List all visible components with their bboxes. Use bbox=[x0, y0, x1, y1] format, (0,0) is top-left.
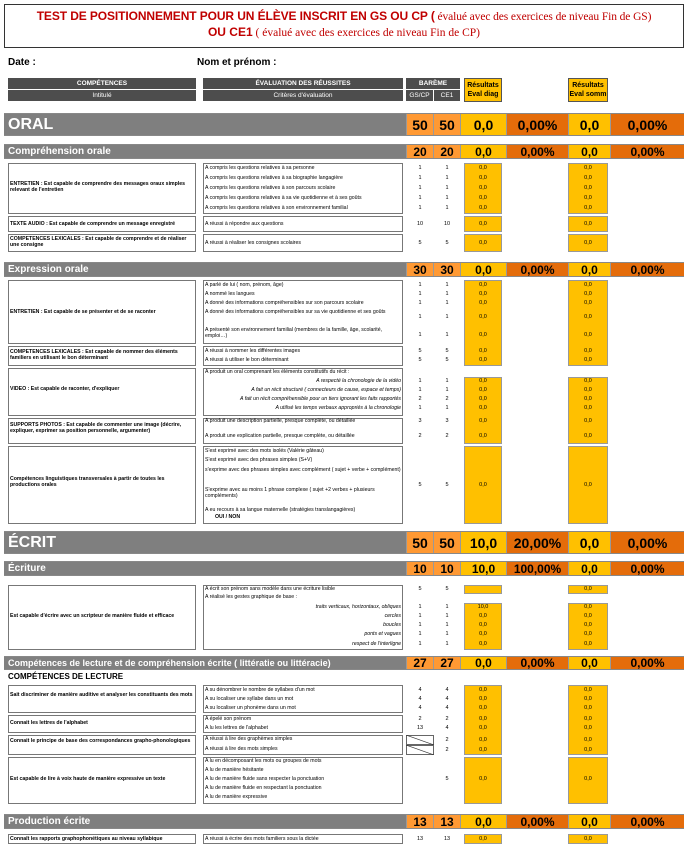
ecrit-pct: 20,00% bbox=[506, 532, 568, 553]
ecriture-ce1: 10 bbox=[433, 562, 460, 575]
ce1-value: 5 bbox=[445, 586, 449, 592]
gs-value: 13 bbox=[416, 836, 424, 842]
criterion: A donné des informations compréhensibles sur sa vie quotidienne et ses goûts bbox=[205, 309, 386, 315]
ce1-value: 2 bbox=[445, 433, 449, 439]
production-ce1: 13 bbox=[433, 815, 460, 828]
ce1-value: 2 bbox=[445, 737, 449, 743]
header-evaluation: ÉVALUATION DES RÉUSSITES bbox=[203, 78, 403, 89]
gs-value: 1 bbox=[418, 332, 422, 338]
ce1-value: 1 bbox=[445, 185, 449, 191]
diag-value: 0,0 bbox=[479, 332, 487, 338]
diag-value: 0,0 bbox=[479, 716, 487, 722]
diag-value: 0,0 bbox=[479, 240, 487, 246]
diag-value: 0,0 bbox=[479, 221, 487, 227]
somm-value: 0,0 bbox=[584, 291, 592, 297]
disc-label: Sait discriminer de manière auditive et analyser les constituants des mots bbox=[10, 692, 193, 698]
criterion: A compris les questions relatives à sa biographie langagière bbox=[205, 175, 343, 181]
criterion: A produit une explication partielle, presque complète, ou détaillée bbox=[205, 433, 355, 439]
somm-value: 0,0 bbox=[584, 314, 592, 320]
criterion: A lu de manière fluide sans respecter la ponctuation bbox=[205, 776, 325, 782]
somm-value: 0,0 bbox=[584, 725, 592, 731]
criterion: A lu de manière fluide en respectant la ponctuation bbox=[205, 785, 322, 791]
expr-lex-label: COMPÉTENCES LEXICALES : Est capable de nommer des éléments familiers en utilisant le bon déterminant bbox=[10, 349, 178, 362]
criterion: s'exprime avec des phrases simples avec complément ( sujet + verbe + complément) bbox=[205, 467, 401, 473]
gs-value: 1 bbox=[418, 165, 422, 171]
ce1-value: 1 bbox=[445, 300, 449, 306]
somm-value: 0,0 bbox=[584, 836, 592, 842]
somm-value: 0,0 bbox=[584, 205, 592, 211]
gs-value: 2 bbox=[418, 716, 422, 722]
ce1-value: 5 bbox=[445, 348, 449, 354]
gs-value: 1 bbox=[418, 604, 422, 610]
ce1-value: 1 bbox=[445, 378, 449, 384]
criterion: A donné des informations compréhensibles sur son parcours scolaire bbox=[205, 300, 364, 306]
gs-value: 5 bbox=[418, 357, 422, 363]
somm-value: 0,0 bbox=[584, 631, 592, 637]
gs-value: 2 bbox=[418, 433, 422, 439]
gs-value: 1 bbox=[418, 613, 422, 619]
photos-label: SUPPORTS PHOTOS : Est capable de commenter une image (décrire, expliquer, exprimer sa position personnelle, argumenter) bbox=[10, 422, 182, 435]
somm-value: 0,0 bbox=[584, 482, 592, 488]
comp-orale-label: Compréhension orale bbox=[8, 146, 111, 157]
criterion: OUI / NON bbox=[215, 514, 241, 520]
somm-value: 0,0 bbox=[584, 737, 592, 743]
ecrit-ce1: 50 bbox=[433, 532, 460, 553]
production-somm: 0,0 bbox=[568, 815, 610, 828]
diag-value: 0,0 bbox=[479, 387, 487, 393]
somm-value: 0,0 bbox=[584, 622, 592, 628]
somm-value: 0,0 bbox=[584, 641, 592, 647]
entretien-label: ENTRETIEN : Est capable de comprendre des messages oraux simples relevant de l'entretien bbox=[10, 181, 185, 194]
criterion: traits verticaux, horizontaux, obliques bbox=[315, 604, 401, 610]
gs-value: 1 bbox=[418, 291, 422, 297]
somm-value: 0,0 bbox=[584, 175, 592, 181]
somm-value: 0,0 bbox=[584, 282, 592, 288]
ecriture-pct: 100,00% bbox=[506, 562, 568, 575]
oral-ce1: 50 bbox=[433, 114, 460, 135]
oral-somm: 0,0 bbox=[568, 114, 610, 135]
gs-value: 4 bbox=[418, 687, 422, 693]
criterion: A réussi à lire des graphèmes simples bbox=[205, 736, 293, 742]
gs-value: 1 bbox=[418, 282, 422, 288]
oral-pct2: 0,00% bbox=[610, 114, 684, 135]
comp-orale-pct: 0,00% bbox=[506, 145, 568, 158]
gs-value: 5 bbox=[418, 482, 422, 488]
criterion: A produit une description partielle, presque complète, ou détaillée bbox=[205, 418, 356, 424]
diag-value: 0,0 bbox=[479, 165, 487, 171]
comp-orale-diag: 0,0 bbox=[460, 145, 506, 158]
lecture-diag: 0,0 bbox=[460, 657, 506, 669]
ce1-value: 5 bbox=[445, 482, 449, 488]
criterion: A réussi à répondre aux questions bbox=[205, 221, 284, 227]
diag-value: 0,0 bbox=[479, 396, 487, 402]
criterion: A compris les questions relatives à sa personne bbox=[205, 165, 315, 171]
gs-value: 1 bbox=[418, 314, 422, 320]
ce1-value: 1 bbox=[445, 631, 449, 637]
ce1-value: 1 bbox=[445, 405, 449, 411]
header-gscp: GS/CP bbox=[406, 90, 433, 101]
diag-value: 0,0 bbox=[479, 613, 487, 619]
somm-value: 0,0 bbox=[584, 418, 592, 424]
comp-orale-gs: 20 bbox=[406, 145, 433, 158]
gs-value: 5 bbox=[418, 240, 422, 246]
diag-value: 10,0 bbox=[477, 604, 489, 610]
lettres-label: Connait les lettres de l'alphabet bbox=[10, 720, 88, 726]
criterion: A utilisé les temps verbaux appropriés à la chronologie bbox=[275, 405, 401, 411]
ecriture-label: Écriture bbox=[8, 563, 46, 574]
graph-label: Connaît les rapports graphophonétiques au niveau syllabique bbox=[10, 836, 163, 842]
ce1-value: 1 bbox=[445, 175, 449, 181]
criterion: A lu les lettres de l'alphabet bbox=[205, 725, 268, 731]
ce1-value: 1 bbox=[445, 165, 449, 171]
diag-value: 0,0 bbox=[479, 405, 487, 411]
comp-orale-pct2: 0,00% bbox=[610, 145, 684, 158]
diag-value: 0,0 bbox=[479, 195, 487, 201]
gs-value: 1 bbox=[418, 378, 422, 384]
diag-value: 0,0 bbox=[479, 418, 487, 424]
ce1-value: 1 bbox=[445, 604, 449, 610]
expr-orale-label: Expression orale bbox=[8, 264, 89, 275]
diag-value: 0,0 bbox=[479, 705, 487, 711]
disc-box bbox=[8, 685, 196, 713]
expr-orale-somm: 0,0 bbox=[568, 263, 610, 276]
expr-orale-gs: 30 bbox=[406, 263, 433, 276]
ecriture-gs: 10 bbox=[406, 562, 433, 575]
ce1-value: 4 bbox=[445, 705, 449, 711]
gs-value: 4 bbox=[418, 696, 422, 702]
oral-gs: 50 bbox=[406, 114, 433, 135]
ce1-value: 1 bbox=[445, 314, 449, 320]
expr-orale-ce1: 30 bbox=[433, 263, 460, 276]
somm-value: 0,0 bbox=[584, 300, 592, 306]
voix-label: Est capable de lire à voix haute de manière expressive un texte bbox=[10, 776, 166, 782]
criterion: A fait un récit structuré ( connecteurs de cause, espace et temps) bbox=[251, 387, 401, 393]
somm-value: 0,0 bbox=[584, 396, 592, 402]
somm-value: 0,0 bbox=[584, 378, 592, 384]
gs-value: 10 bbox=[416, 221, 424, 227]
somm-value: 0,0 bbox=[584, 405, 592, 411]
title-box bbox=[4, 4, 684, 48]
ce1-value: 2 bbox=[445, 747, 449, 753]
diag-value: 0,0 bbox=[479, 725, 487, 731]
ce1-value: 2 bbox=[445, 396, 449, 402]
criterion: A réalisé les gestes graphique de base : bbox=[205, 594, 297, 600]
ce1-value: 1 bbox=[445, 613, 449, 619]
gs-value: 5 bbox=[418, 586, 422, 592]
ecrit-pct2: 0,00% bbox=[610, 532, 684, 553]
diag-value: 0,0 bbox=[479, 776, 487, 782]
somm-value: 0,0 bbox=[584, 195, 592, 201]
criterion: ponts et vagues bbox=[364, 631, 401, 637]
criterion: A réussi à utiliser le bon déterminant bbox=[205, 357, 289, 363]
diag-value: 0,0 bbox=[479, 641, 487, 647]
criterion: A su dénombrer le nombre de syllabes d'un mot bbox=[205, 687, 315, 693]
criterion: A fait un récit compréhensible pour un tiers ignorant les faits rapportés bbox=[240, 396, 401, 402]
header-competences: COMPÉTENCES bbox=[8, 78, 196, 89]
ce1-value: 5 bbox=[445, 240, 449, 246]
somm-value: 0,0 bbox=[584, 185, 592, 191]
criterion: A écrit son prénom sans modèle dans une écriture lisible bbox=[205, 586, 336, 592]
ce1-value: 1 bbox=[445, 195, 449, 201]
criterion: A compris les questions relatives à son parcours scolaire bbox=[205, 185, 336, 191]
somm-value: 0,0 bbox=[584, 165, 592, 171]
princ-label: Connait le principe de base des correspondances grapho-phonologiques bbox=[10, 738, 191, 744]
lecture-ce1: 27 bbox=[433, 657, 460, 669]
lex-label: COMPETENCES LEXICALES : Est capable de comprendre et de réaliser une consigne bbox=[10, 236, 187, 249]
header-bareme: BARÈME bbox=[406, 78, 460, 89]
diag-value: 0,0 bbox=[479, 291, 487, 297]
gs-value: 1 bbox=[418, 195, 422, 201]
criterion: A nommé les langues bbox=[205, 291, 255, 297]
diag-value: 0,0 bbox=[479, 300, 487, 306]
gs-value: 1 bbox=[418, 185, 422, 191]
criterion: A compris les questions relatives à son environnement familial bbox=[205, 205, 348, 211]
somm-value: 0,0 bbox=[584, 613, 592, 619]
lecture-somm: 0,0 bbox=[568, 657, 610, 669]
gs-value: 3 bbox=[418, 418, 422, 424]
production-label: Production écrite bbox=[8, 816, 91, 827]
video-label: VIDÉO : Est capable de raconter, d'expliquer bbox=[10, 386, 120, 392]
diag-column bbox=[464, 585, 502, 594]
ecriture-pct2: 0,00% bbox=[610, 562, 684, 575]
diag-value: 0,0 bbox=[479, 433, 487, 439]
expr-orale-pct: 0,00% bbox=[506, 263, 568, 276]
somm-value: 0,0 bbox=[584, 586, 592, 592]
gs-value: 5 bbox=[418, 348, 422, 354]
somm-value: 0,0 bbox=[584, 348, 592, 354]
criterion: A eu recours à sa langue maternelle (stratégies translangagières) bbox=[205, 507, 356, 513]
gs-value: 1 bbox=[418, 622, 422, 628]
criterion: A réussi à nommer les différentes images bbox=[205, 348, 301, 354]
diag-value: 0,0 bbox=[479, 631, 487, 637]
criterion: S'est exprimé avec des phrases simples (S+V) bbox=[205, 457, 313, 463]
somm-value: 0,0 bbox=[584, 221, 592, 227]
hatched-cell bbox=[406, 745, 434, 755]
gs-value: 1 bbox=[418, 405, 422, 411]
name-label: Nom et prénom : bbox=[197, 57, 277, 68]
production-pct: 0,00% bbox=[506, 815, 568, 828]
gs-value: 1 bbox=[418, 641, 422, 647]
diag-value: 0,0 bbox=[479, 622, 487, 628]
somm-value: 0,0 bbox=[584, 332, 592, 338]
production-pct2: 0,00% bbox=[610, 815, 684, 828]
criterion: A su localiser un phonème dans un mot bbox=[205, 705, 296, 711]
criterion: respect de l'interligne bbox=[352, 641, 401, 647]
criterion: A épelé son prénom bbox=[205, 716, 252, 722]
diag-value: 0,0 bbox=[479, 747, 487, 753]
criterion: A lu en décomposant les mots ou groupes de mots bbox=[205, 758, 322, 764]
ce1-value: 4 bbox=[445, 725, 449, 731]
gs-value: 2 bbox=[418, 396, 422, 402]
somm-value: 0,0 bbox=[584, 716, 592, 722]
diag-value: 0,0 bbox=[479, 378, 487, 384]
criterion: cercles bbox=[384, 613, 401, 619]
lecture-gs: 27 bbox=[406, 657, 433, 669]
expr-entretien-label: ENTRETIEN : Est capable de se présenter et de se raconter bbox=[10, 309, 156, 315]
somm-value: 0,0 bbox=[584, 687, 592, 693]
somm-value: 0,0 bbox=[584, 776, 592, 782]
somm-value: 0,0 bbox=[584, 696, 592, 702]
ecrit-label: ÉCRIT bbox=[8, 534, 56, 551]
criterion: A su localiser une syllabe dans un mot bbox=[205, 696, 294, 702]
diag-value: 0,0 bbox=[479, 314, 487, 320]
ce1-value: 13 bbox=[443, 836, 451, 842]
ce1-value: 1 bbox=[445, 282, 449, 288]
header-criteres: Critères d'évaluation bbox=[203, 90, 403, 101]
ce1-value: 3 bbox=[445, 418, 449, 424]
expr-orale-diag: 0,0 bbox=[460, 263, 506, 276]
scripteur-label: Est capable d'écrire avec un scripteur de manière fluide et efficace bbox=[10, 613, 175, 619]
criterion: A lu de manière expressive bbox=[205, 794, 268, 800]
somm-value: 0,0 bbox=[584, 240, 592, 246]
ce1-value: 1 bbox=[445, 205, 449, 211]
audio-label: TEXTE AUDIO : Est capable de comprendre un message enregistré bbox=[10, 221, 175, 227]
ce1-value: 10 bbox=[443, 221, 451, 227]
criterion: A compris les questions relatives à sa vie quotidienne et à ses goûts bbox=[205, 195, 362, 201]
criterion: A parlé de lui ( nom, prénom, âge) bbox=[205, 282, 284, 288]
ecrit-diag: 10,0 bbox=[460, 532, 506, 553]
comp-orale-ce1: 20 bbox=[433, 145, 460, 158]
ce1-value: 1 bbox=[445, 622, 449, 628]
criterion: boucles bbox=[383, 622, 401, 628]
header-ce1: CE1 bbox=[434, 90, 460, 101]
diag-value: 0,0 bbox=[479, 205, 487, 211]
hatched-cell bbox=[406, 735, 434, 745]
lecture-section-head: COMPÉTENCES DE LECTURE bbox=[8, 672, 124, 681]
diag-value: 0,0 bbox=[479, 836, 487, 842]
ce1-value: 5 bbox=[445, 776, 449, 782]
oral-pct: 0,00% bbox=[506, 114, 568, 135]
gs-value: 1 bbox=[418, 175, 422, 181]
gs-value: 1 bbox=[418, 300, 422, 306]
criterion: A réussi à écrire des mots familiers sous la dictée bbox=[205, 836, 319, 842]
diag-value: 0,0 bbox=[479, 175, 487, 181]
gs-value: 1 bbox=[418, 387, 422, 393]
diag-value: 0,0 bbox=[479, 687, 487, 693]
comp-orale-somm: 0,0 bbox=[568, 145, 610, 158]
criterion: A réussi à réaliser les consignes scolaires bbox=[205, 240, 302, 246]
criterion: S'est exprimé avec des mots isolés (Valérie gâteau) bbox=[205, 448, 324, 454]
criterion: S'exprime avec au moins 1 phrase complexe ( sujet +2 verbes + plusieurs compléments) bbox=[205, 487, 375, 500]
production-diag: 0,0 bbox=[460, 815, 506, 828]
header-result-somm: Résultats Eval somm bbox=[568, 78, 608, 102]
criterion: A produit un oral comprenant les éléments constitutifs du récit : bbox=[205, 369, 350, 375]
ce1-value: 2 bbox=[445, 716, 449, 722]
lecture-pct2: 0,00% bbox=[610, 657, 684, 669]
criterion: A présenté son environnement familial (membres de la famille, âge, scolarité, emploi…) bbox=[205, 327, 383, 340]
somm-value: 0,0 bbox=[584, 604, 592, 610]
diag-value: 0,0 bbox=[479, 185, 487, 191]
somm-value: 0,0 bbox=[584, 387, 592, 393]
ecrit-gs: 50 bbox=[406, 532, 433, 553]
oral-label: ORAL bbox=[8, 116, 54, 133]
ce1-value: 4 bbox=[445, 687, 449, 693]
date-label: Date : bbox=[8, 57, 36, 68]
criterion: A respecté la chronologie de la vidéo bbox=[316, 378, 401, 384]
criterion: A réussi à lire des mots simples bbox=[205, 746, 278, 752]
ce1-value: 1 bbox=[445, 332, 449, 338]
ecriture-diag: 10,0 bbox=[460, 562, 506, 575]
ecrit-somm: 0,0 bbox=[568, 532, 610, 553]
oral-diag: 0,0 bbox=[460, 114, 506, 135]
diag-value: 0,0 bbox=[479, 482, 487, 488]
expr-orale-pct2: 0,00% bbox=[610, 263, 684, 276]
title-line-1: TEST DE POSITIONNEMENT POUR UN ÉLÈVE INSCRIT EN GS OU CP ( évalué avec des exercices de niveau Fin de GS) bbox=[36, 9, 652, 23]
ce1-value: 5 bbox=[445, 357, 449, 363]
diag-value: 0,0 bbox=[479, 282, 487, 288]
gs-value: 1 bbox=[418, 205, 422, 211]
somm-value: 0,0 bbox=[584, 747, 592, 753]
ling-label: Compétences linguistiques transversales à partir de toutes les productions orales bbox=[10, 476, 165, 489]
diag-value: 0,0 bbox=[479, 737, 487, 743]
ce1-value: 1 bbox=[445, 387, 449, 393]
lecture-pct: 0,00% bbox=[506, 657, 568, 669]
lecture-label: Compétences de lecture et de compréhension écrite ( littératie ou littéracie) bbox=[8, 658, 331, 668]
header-intitule: Intitulé bbox=[8, 90, 196, 101]
somm-value: 0,0 bbox=[584, 433, 592, 439]
somm-value: 0,0 bbox=[584, 357, 592, 363]
ecriture-somm: 0,0 bbox=[568, 562, 610, 575]
title-line-2: OU CE1 ( évalué avec des exercices de niveau Fin de CP) bbox=[207, 25, 481, 39]
ce1-value: 1 bbox=[445, 641, 449, 647]
gs-value: 1 bbox=[418, 631, 422, 637]
production-gs: 13 bbox=[406, 815, 433, 828]
ce1-value: 1 bbox=[445, 291, 449, 297]
header-result-diag: Résultats Eval diag bbox=[464, 78, 502, 102]
ce1-value: 4 bbox=[445, 696, 449, 702]
gs-value: 4 bbox=[418, 705, 422, 711]
somm-value: 0,0 bbox=[584, 705, 592, 711]
diag-value: 0,0 bbox=[479, 357, 487, 363]
diag-value: 0,0 bbox=[479, 696, 487, 702]
diag-value: 0,0 bbox=[479, 348, 487, 354]
criterion: A lu de manière hésitante bbox=[205, 767, 264, 773]
gs-value: 13 bbox=[416, 725, 424, 731]
